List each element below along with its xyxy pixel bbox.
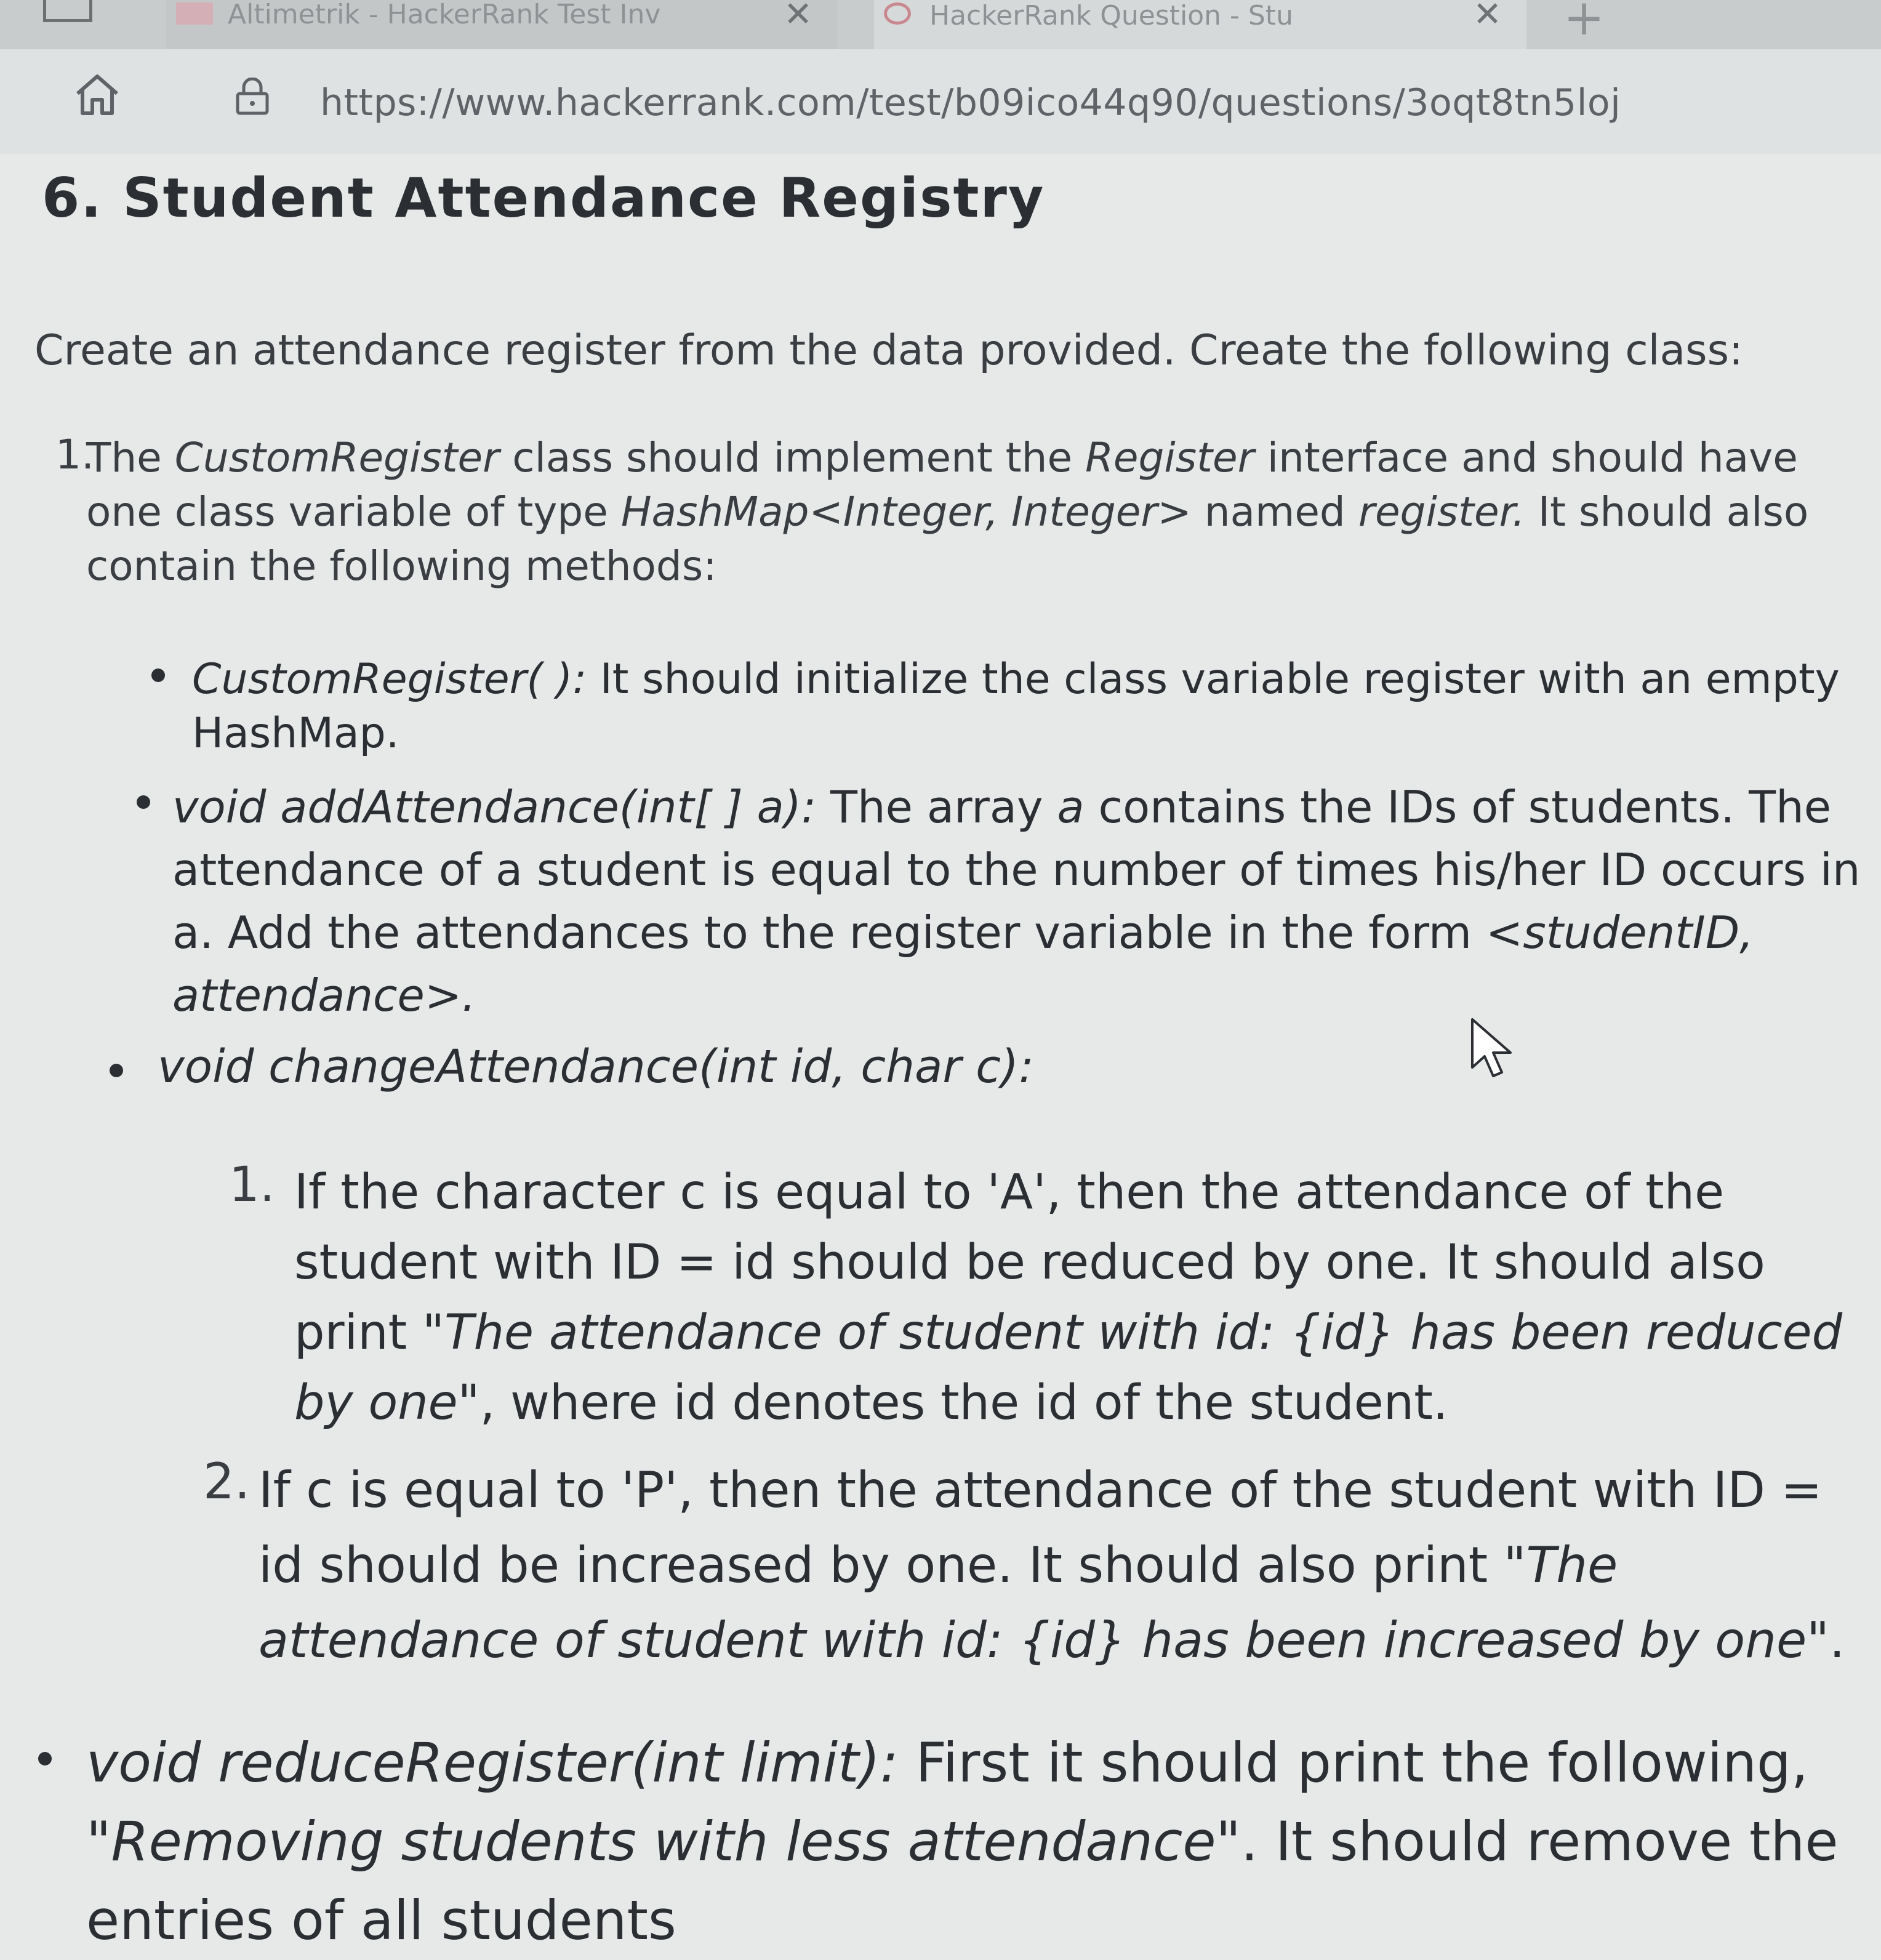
method-reduce-register: void reduceRegister(int limit): First it should print the following, "Removing students with less attendance". It should remove the entries of all students (86, 1731, 1839, 1952)
tab-hackerrank-question[interactable] (874, 0, 1526, 49)
list-number: 2. (203, 1453, 251, 1510)
question-title: 6. Student Attendance Registry (42, 166, 1045, 230)
method-change-attendance: void changeAttendance(int id, char c): (158, 1040, 1034, 1093)
bullet-icon (137, 795, 150, 809)
tab-label: Altimetrik - HackerRank Test Inv (228, 0, 661, 30)
method-add-attendance: void addAttendance(int[ ] a): The array a contains the IDs of students. The attendance of a student is equal to the number of times his/her ID occurs in a. Add the attendances to the register variable in the form <studentID, attendance>. (172, 781, 1861, 1021)
list-number: 1. (55, 431, 94, 478)
tab-bar (0, 0, 1881, 49)
list-item: The CustomRegister class should implement the Register interface and should have one class variable of type HashMap<Integer, Integer> named register. It should also contain the following methods: (86, 434, 1809, 590)
tab-close-icon[interactable]: ✕ (784, 0, 812, 34)
tab-actions-icon[interactable] (43, 0, 92, 22)
cursor-icon (1470, 1017, 1519, 1081)
url-field[interactable]: https://www.hackerrank.com/test/b09ico44q90/questions/3oqt8tn5loj (320, 81, 1621, 124)
sub-item: If the character c is equal to 'A', then the attendance of the student with ID = id should be reduced by one. It should also print "The attendance of student with id: {id} has been reduced by one", where id denotes the id of the student. (294, 1165, 1843, 1431)
tab-close-icon[interactable]: ✕ (1473, 0, 1502, 34)
list-number: 1. (229, 1157, 275, 1213)
new-tab-button[interactable]: + (1563, 0, 1605, 46)
lock-icon (234, 78, 271, 116)
bullet-icon (38, 1752, 52, 1765)
home-icon[interactable] (74, 73, 121, 117)
tab-hackerrank-test[interactable] (166, 0, 837, 49)
tab-label: HackerRank Question - Stu (929, 0, 1293, 31)
question-intro: Create an attendance register from the data provided. Create the following class: (34, 326, 1743, 375)
method-constructor: CustomRegister( ): It should initialize the class variable register with an empty HashMap. (192, 655, 1840, 758)
favicon (176, 2, 213, 25)
bullet-icon (151, 669, 165, 682)
favicon (884, 2, 911, 25)
sub-item: If c is equal to 'P', then the attendance of the student with ID = id should be increased by one. It should also print "The attendance of student with id: {id} has been increased by one". (259, 1461, 1845, 1669)
bullet-icon (110, 1064, 123, 1077)
